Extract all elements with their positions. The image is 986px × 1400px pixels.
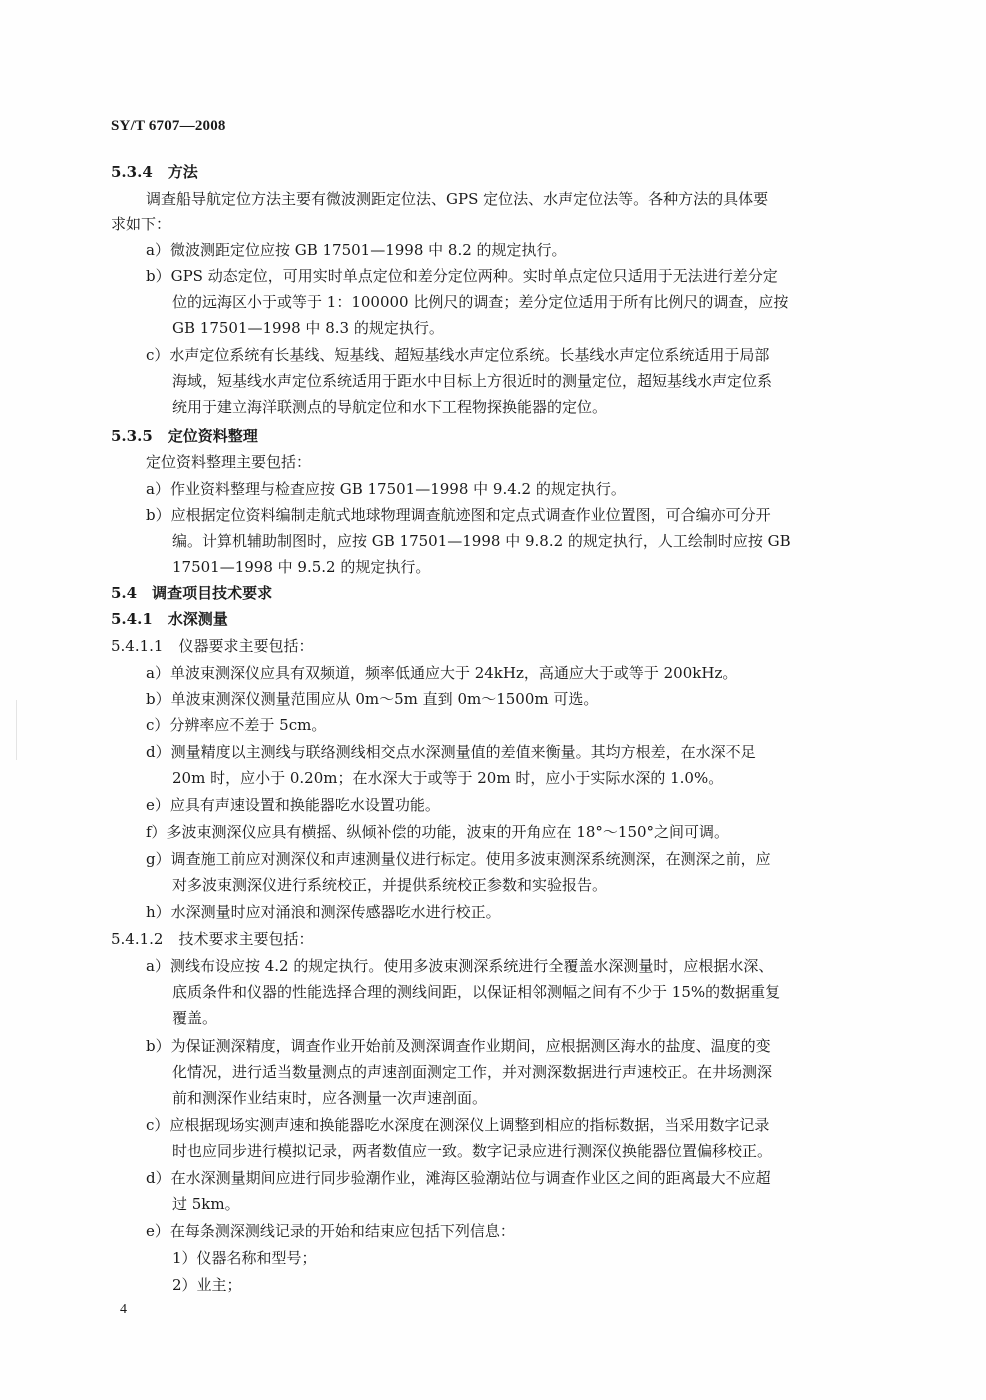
list-item-continuation: 化情况，进行适当数量测点的声速剖面测定工作，并对测深数据进行声速校正。在井场测深 bbox=[172, 1063, 773, 1081]
list-item-g: g）调查施工前应对测深仪和声速测量仪进行标定。使用多波束测深系统测深，在测深之前，应 bbox=[146, 850, 771, 868]
heading-5-3-5: 5.3.5 定位资料整理 bbox=[111, 427, 258, 445]
list-item-continuation: 底质条件和仪器的性能选择合理的测线间距，以保证相邻测幅之间有不少于 15%的数据重复 bbox=[172, 983, 781, 1001]
paragraph-line: 定位资料整理主要包括： bbox=[146, 453, 312, 471]
list-item-continuation: 海域，短基线水声定位系统适用于距水中目标上方很近时的测量定位，超短基线水声定位系 bbox=[172, 372, 773, 390]
list-item-h: h）水深测量时应对涌浪和测深传感器吃水进行校正。 bbox=[146, 903, 501, 921]
list-item-continuation: 17501—1998 中 9.5.2 的规定执行。 bbox=[172, 558, 431, 576]
list-item-d: d）测量精度以主测线与联络测线相交点水深测量值的差值来衡量。其均方根差，在水深不足 bbox=[146, 743, 756, 761]
sub-list-item-1: 1）仪器名称和型号； bbox=[172, 1249, 317, 1267]
list-item-b: b）为保证测深精度，调查作业开始前及测深调查作业期间，应根据测区海水的盐度、温度的变 bbox=[146, 1037, 771, 1055]
list-item-b: b）GPS 动态定位，可用实时单点定位和差分定位两种。实时单点定位只适用于无法进行差分定 bbox=[146, 267, 778, 285]
heading-5-4: 5.4 调查项目技术要求 bbox=[111, 584, 273, 602]
list-item-c: c）分辨率应不差于 5cm。 bbox=[146, 716, 327, 734]
list-item-continuation: 覆盖。 bbox=[172, 1009, 218, 1027]
clause-5-4-1-2: 5.4.1.2 技术要求主要包括： bbox=[111, 930, 314, 948]
list-item-e: e）在每条测深测线记录的开始和结束应包括下列信息： bbox=[146, 1222, 515, 1240]
list-item-continuation: 过 5km。 bbox=[172, 1195, 240, 1213]
heading-5-3-4: 5.3.4 方法 bbox=[111, 163, 198, 181]
list-item-continuation: 统用于建立海洋联测点的导航定位和水下工程物探换能器的定位。 bbox=[172, 398, 608, 416]
list-item-continuation: 20m 时，应小于 0.20m；在水深大于或等于 20m 时，应小于实际水深的 1.0%。 bbox=[172, 769, 724, 787]
clause-5-4-1-1: 5.4.1.1 仪器要求主要包括： bbox=[111, 637, 314, 655]
heading-5-4-1: 5.4.1 水深测量 bbox=[111, 610, 228, 628]
list-item-continuation: 位的远海区小于或等于 1：100000 比例尺的调查；差分定位适用于所有比例尺的调查，应按 bbox=[172, 293, 789, 311]
list-item-continuation: 前和测深作业结束时，应各测量一次声速剖面。 bbox=[172, 1089, 488, 1107]
sub-list-item-2: 2）业主； bbox=[172, 1276, 242, 1294]
list-item-c: c）应根据现场实测声速和换能器吃水深度在测深仪上调整到相应的指标数据，当采用数字记录 bbox=[146, 1116, 770, 1134]
list-item-continuation: 对多波束测深仪进行系统校正，并提供系统校正参数和实验报告。 bbox=[172, 876, 608, 894]
page-number: 4 bbox=[120, 1302, 127, 1317]
paragraph-line: 求如下： bbox=[111, 215, 172, 233]
list-item-b: b）应根据定位资料编制走航式地球物理调查航迹图和定点式调查作业位置图，可合编亦可分开 bbox=[146, 506, 771, 524]
paragraph-line: 调查船导航定位方法主要有微波测距定位法、GPS 定位法、水声定位法等。各种方法的具体要 bbox=[146, 190, 769, 208]
list-item-continuation: 时也应同步进行模拟记录，两者数值应一致。数字记录应进行测深仪换能器位置偏移校正。 bbox=[172, 1142, 773, 1160]
list-item-a: a）单波束测深仪应具有双频道，频率低通应大于 24kHz，高通应大于或等于 200kHz。 bbox=[146, 664, 738, 682]
list-item-continuation: GB 17501—1998 中 8.3 的规定执行。 bbox=[172, 319, 444, 337]
list-item-a: a）微波测距定位应按 GB 17501—1998 中 8.2 的规定执行。 bbox=[146, 241, 567, 259]
list-item-e: e）应具有声速设置和换能器吃水设置功能。 bbox=[146, 796, 440, 814]
list-item-b: b）单波束测深仪测量范围应从 0m～5m 直到 0m～1500m 可选。 bbox=[146, 690, 599, 708]
list-item-d: d）在水深测量期间应进行同步验潮作业，滩海区验潮站位与调查作业区之间的距离最大不应超 bbox=[146, 1169, 771, 1187]
scan-edge-mark bbox=[16, 700, 17, 760]
list-item-a: a）作业资料整理与检查应按 GB 17501—1998 中 9.4.2 的规定执行。 bbox=[146, 480, 626, 498]
list-item-continuation: 编。计算机辅助制图时，应按 GB 17501—1998 中 9.8.2 的规定执行，人工绘制时应按 GB bbox=[172, 532, 791, 550]
list-item-c: c）水声定位系统有长基线、短基线、超短基线水声定位系统。长基线水声定位系统适用于局部 bbox=[146, 346, 770, 364]
standard-number-header: SY/T 6707—2008 bbox=[111, 118, 226, 134]
list-item-a: a）测线布设应按 4.2 的规定执行。使用多波束测深系统进行全覆盖水深测量时，应根据水深、 bbox=[146, 957, 774, 975]
list-item-f: f）多波束测深仪应具有横摇、纵倾补偿的功能，波束的开角应在 18°～150°之间可调。 bbox=[146, 823, 730, 841]
